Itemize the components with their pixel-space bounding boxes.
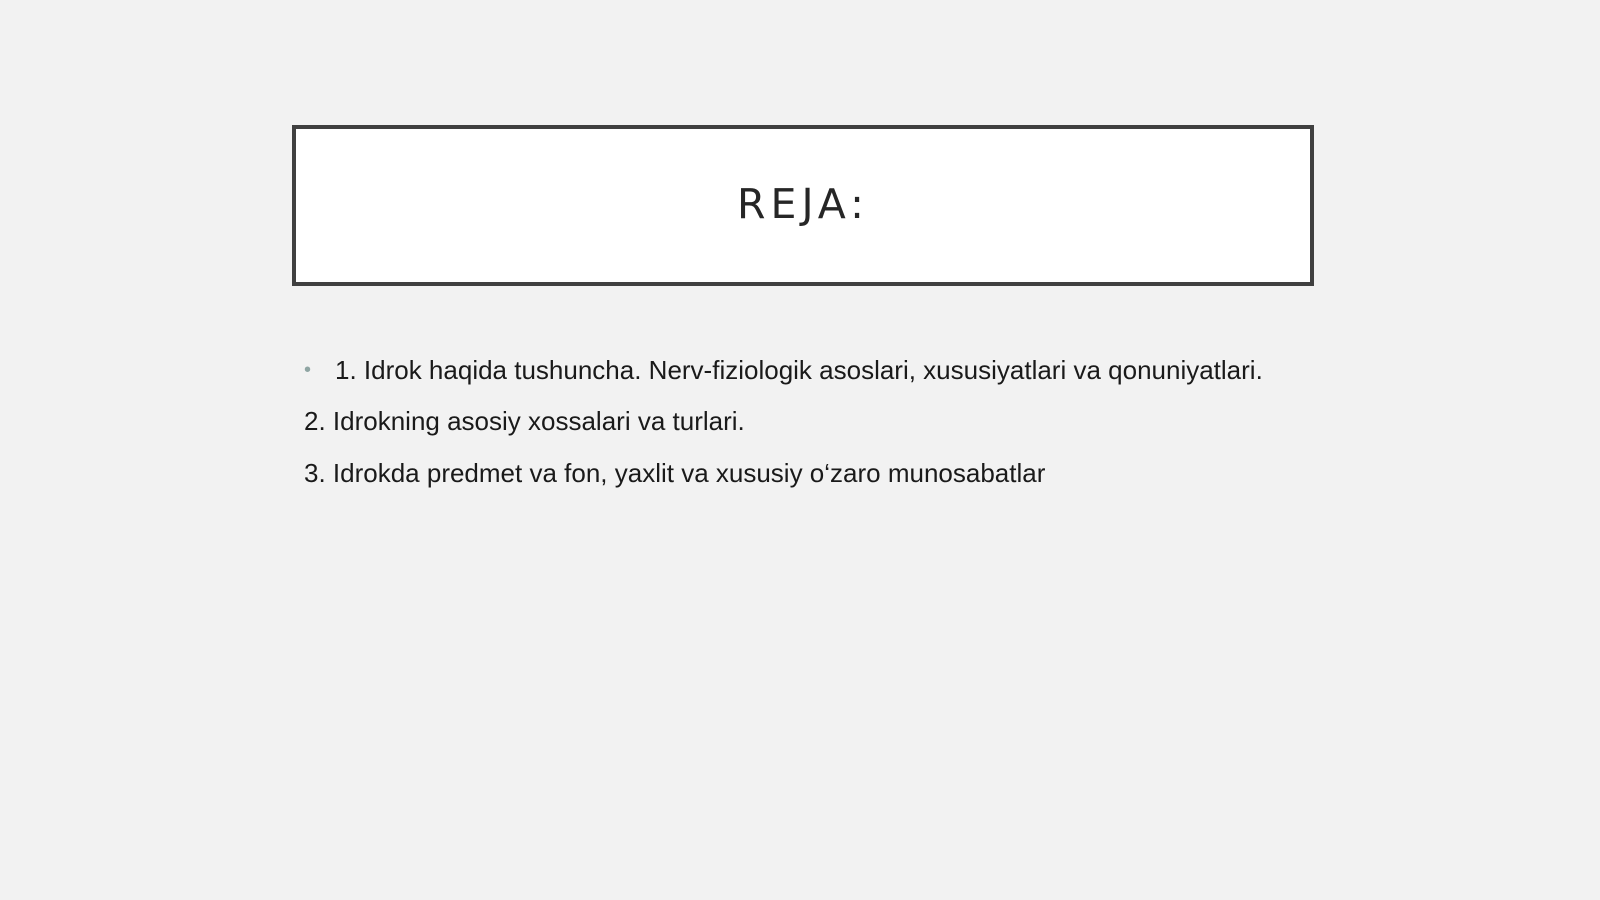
list-item-2-text: 2. Idrokning asosiy xossalari va turlari. (304, 406, 745, 436)
list-item-1-text: 1. Idrok haqida tushuncha. Nerv-fiziologik asoslari, xususiyatlari va qonuniyatlari. (335, 355, 1263, 385)
content-list (304, 352, 1304, 507)
list-item-1 (304, 352, 1304, 389)
slide-title: REJA: (737, 179, 869, 228)
bullet-icon: • (304, 359, 312, 381)
list-item-3 (304, 455, 1304, 492)
list-item-2 (304, 403, 1304, 440)
title-box (292, 125, 1314, 286)
list-item-3-text: 3. Idrokda predmet va fon, yaxlit va xususiy o‘zaro munosabatlar (304, 458, 1046, 488)
